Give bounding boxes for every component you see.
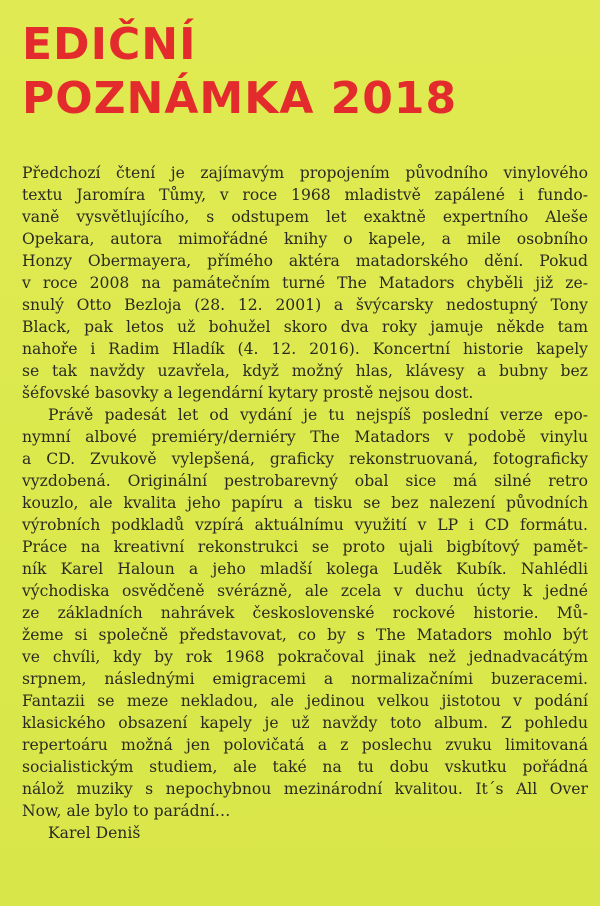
title-line-1: EDIČNÍ	[22, 19, 197, 70]
text-line: vaně vysvětlujícího, s odstupem let exaktně expertního Aleše	[22, 208, 588, 226]
text-line: kouzlo, ale kvalita jeho papíru a tisku se bez nalezení původních	[22, 494, 588, 512]
text-line: a CD. Zvukově vylepšená, graficky rekonstruovaná, fotograficky	[22, 450, 588, 468]
text-line: Opekara, autora mimořádné knihy o kapele, a mile osobního	[22, 230, 588, 248]
text-line: textu Jaromíra Tůmy, v roce 1968 mladistvě zapálené i fundo-	[22, 186, 588, 204]
paragraph-1	[22, 162, 588, 404]
text-line: klasického obsazení kapely je už navždy toto album. Z pohledu	[22, 714, 588, 732]
article-body	[22, 162, 588, 844]
text-line: Právě padesát let od vydání je tu nejspíš poslední verze epo-	[48, 406, 588, 424]
text-line: východiska osvědčeně svérázně, ale zcela v duchu úcty k jedné	[22, 582, 588, 600]
text-line: Fantazii se meze nekladou, ale jedinou velkou jistotou v podání	[22, 692, 588, 710]
text-line: žeme si společně představovat, co by s The Matadors mohlo být	[22, 626, 588, 644]
text-line: šéfovské basovky a legendární kytary prostě nejsou dost.	[22, 384, 474, 402]
text-line: Předchozí čtení je zajímavým propojením původního vinylového	[22, 164, 588, 182]
text-line: ve chvíli, kdy by rok 1968 pokračoval jinak než jednadvacátým	[22, 648, 588, 666]
text-line: Now, ale bylo to parádní…	[22, 802, 231, 820]
text-line: v roce 2008 na památečním turné The Matadors chyběli již ze-	[22, 274, 588, 292]
text-line: snulý Otto Bezloja (28. 12. 2001) a švýcarsky nedostupný Tony	[22, 296, 588, 314]
paragraph-2	[22, 404, 588, 822]
text-line: ník Karel Haloun a jeho mladší kolega Luděk Kubík. Nahlédli	[22, 560, 588, 578]
text-line: nymní albové premiéry/derniéry The Matadors v podobě vinylu	[22, 428, 588, 446]
page-title	[22, 18, 457, 126]
text-line: vyzdobená. Originální pestrobarevný obal sice má silné retro	[22, 472, 588, 490]
text-line: nahoře i Radim Hladík (4. 12. 2016). Koncertní historie kapely	[22, 340, 588, 358]
text-line: nálož muziky s nepochybnou mezinárodní kvalitou. It´s All Over	[22, 780, 588, 798]
text-line: Black, pak letos už bohužel skoro dva roky jamuje někde tam	[22, 318, 588, 336]
text-line: repertoáru možná jen polovičatá a z poslechu zvuku limitovaná	[22, 736, 588, 754]
text-line: Honzy Obermayera, přímého aktéra matadorského dění. Pokud	[22, 252, 588, 270]
author-signature: Karel Deniš	[48, 824, 141, 842]
text-line: socialistickým studiem, ale také na tu dobu vskutku pořádná	[22, 758, 588, 776]
text-line: srpnem, následnými emigracemi a normalizačními buzeracemi.	[22, 670, 588, 688]
text-line: se tak navždy uzavřela, když možný hlas, klávesy a bubny bez	[22, 362, 588, 380]
title-line-2: POZNÁMKA 2018	[22, 73, 458, 124]
text-line: výrobních podkladů vzpírá aktuálnímu využití v LP i CD formátu.	[22, 516, 588, 534]
text-line: Práce na kreativní rekonstrukci se proto ujali bigbítový pamět-	[22, 538, 588, 556]
text-line: ze základních nahrávek československé rockové historie. Mů-	[22, 604, 588, 622]
